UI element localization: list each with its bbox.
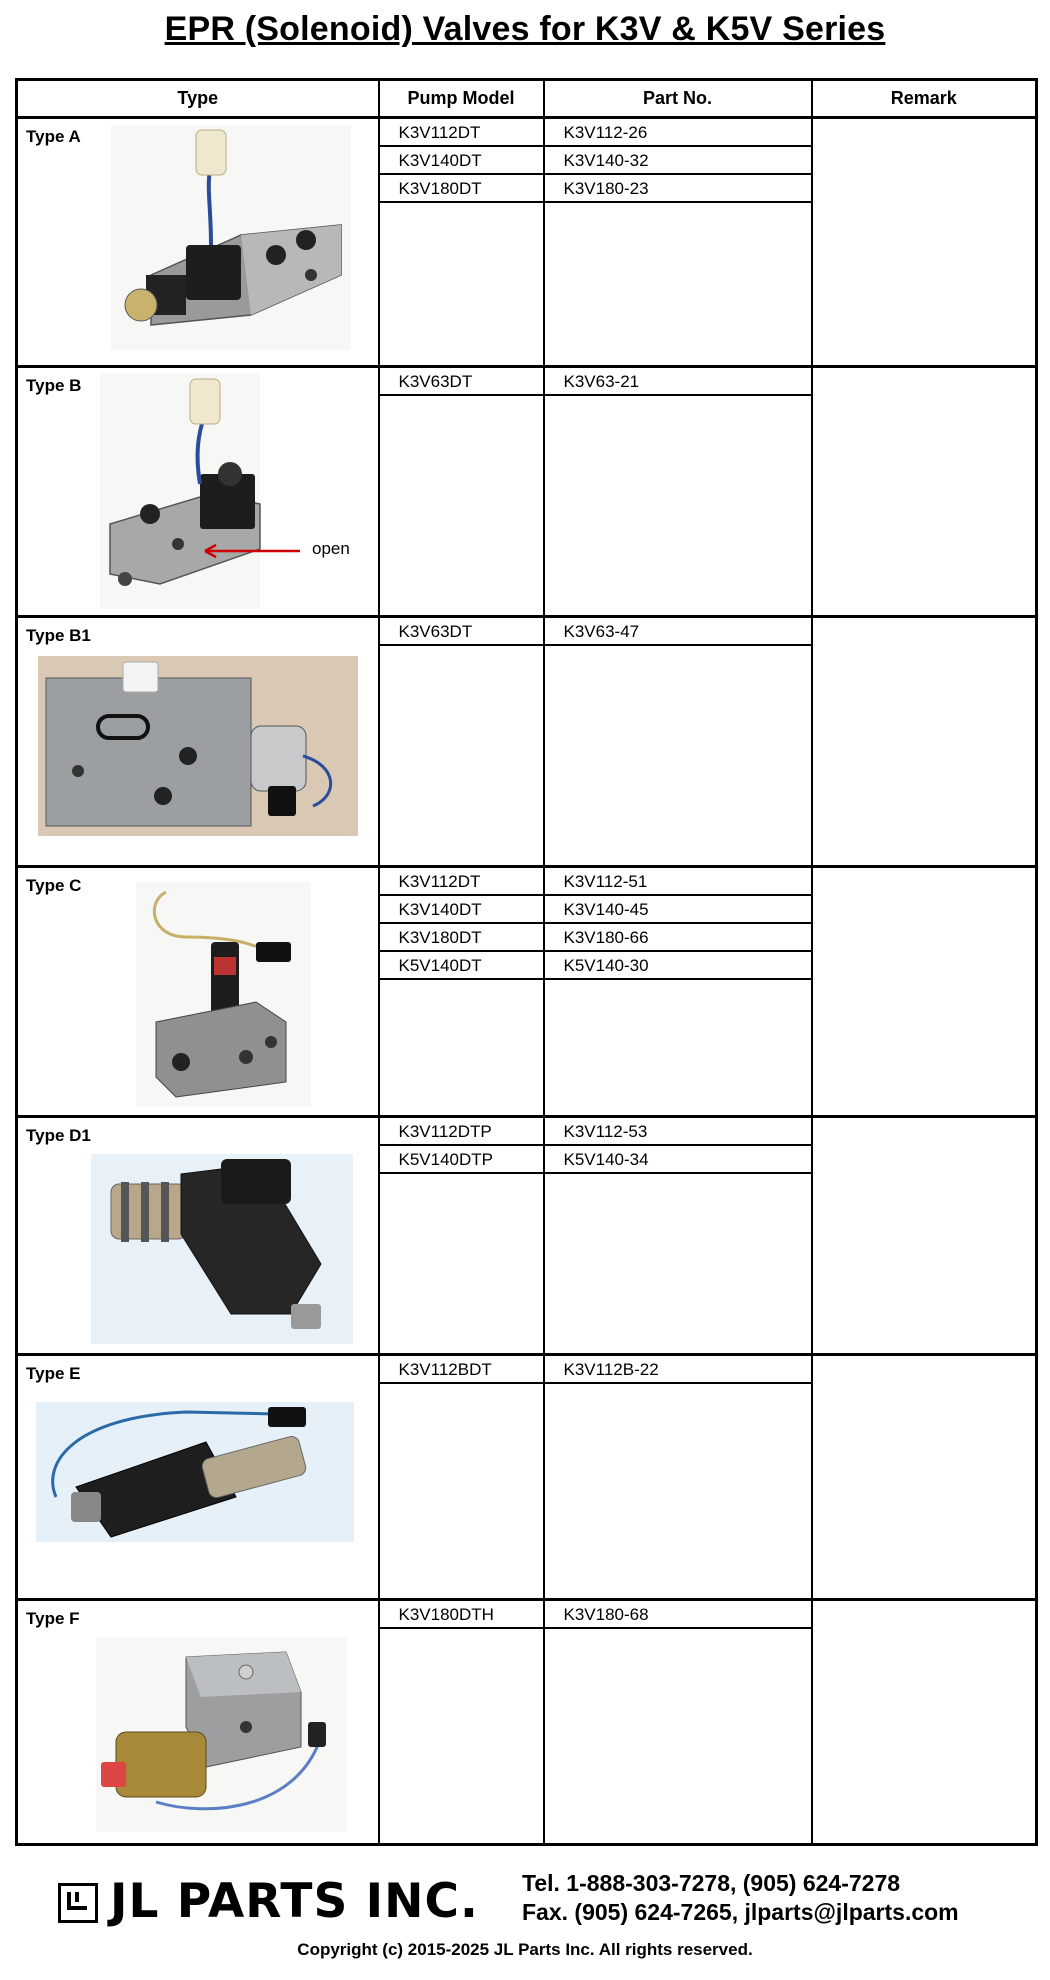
pump-model: K3V180DTH [380,1601,543,1629]
pump-model: K3V112DT [380,119,543,147]
type-label: Type F [26,1609,80,1628]
part-number: K3V180-66 [545,924,811,952]
table-row [17,1600,1037,1845]
remark-cell [812,867,1037,1117]
part-number: K3V112B-22 [545,1356,811,1384]
header-remark: Remark [812,80,1037,118]
header-type: Type [17,80,379,118]
part-no-cell [544,1117,812,1355]
type-cell [17,867,379,1117]
part-number: K3V112-51 [545,868,811,896]
pump-model: K3V112DTP [380,1118,543,1146]
header-part-no: Part No. [544,80,812,118]
open-annotation: open [312,539,350,558]
part-no-cell [544,617,812,867]
valve-type-a-photo [111,125,351,355]
contact-phone: Tel. 1-888-303-7278, (905) 624-7278 [522,1870,901,1896]
part-no-cell [544,1600,812,1845]
remark-cell [812,367,1037,617]
pump-model-cell [379,1117,544,1355]
valve-type-b-photo [100,374,368,614]
type-label: Type A [26,127,81,146]
table-row [17,118,1037,367]
parts-table [15,78,1038,1846]
type-label: Type C [26,876,82,895]
type-label: Type D1 [26,1126,91,1145]
pump-model-cell [379,118,544,367]
pump-model: K3V180DT [380,924,543,952]
type-label: Type B [26,376,82,395]
type-label: Type E [26,1364,81,1383]
header-pump-model: Pump Model [379,80,544,118]
pump-model-cell [379,1600,544,1845]
pump-model-cell [379,617,544,867]
pump-model: K3V63DT [380,618,543,646]
page-title: EPR (Solenoid) Valves for K3V & K5V Series [164,10,886,48]
company-logo [58,1874,518,1929]
part-number: K3V180-68 [545,1601,811,1629]
remark-cell [812,1355,1037,1600]
part-no-cell [544,118,812,367]
part-number: K3V63-47 [545,618,811,646]
pump-model: K3V140DT [380,896,543,924]
part-number: K3V112-53 [545,1118,811,1146]
copyright-notice: Copyright (c) 2015-2025 JL Parts Inc. All rights reserved. [297,1940,753,1959]
valve-type-e-photo [36,1402,354,1547]
table-row [17,867,1037,1117]
part-number: K3V112-26 [545,119,811,147]
pump-model: K3V112BDT [380,1356,543,1384]
jl-logo-icon [58,1883,98,1923]
remark-cell [812,617,1037,867]
remark-cell [812,118,1037,367]
logo-text: JL PARTS INC. [110,1874,479,1929]
type-cell [17,1355,379,1600]
part-number: K5V140-30 [545,952,811,980]
pump-model: K5V140DT [380,952,543,980]
part-no-cell [544,867,812,1117]
valve-type-c-photo [136,882,311,1112]
pump-model: K3V63DT [380,368,543,396]
type-cell [17,118,379,367]
pump-model: K3V112DT [380,868,543,896]
valve-type-b1-photo [38,656,358,841]
part-number: K5V140-34 [545,1146,811,1174]
pump-model: K5V140DTP [380,1146,543,1174]
part-number: K3V140-45 [545,896,811,924]
pump-model-cell [379,867,544,1117]
pump-model: K3V180DT [380,175,543,203]
table-row [17,1117,1037,1355]
table-row [17,367,1037,617]
type-cell [17,1600,379,1845]
part-number: K3V140-32 [545,147,811,175]
type-label: Type B1 [26,626,91,645]
table-header-row [17,80,1037,118]
contact-fax-email: Fax. (905) 624-7265, jlparts@jlparts.com [522,1899,959,1925]
type-cell [17,1117,379,1355]
valve-type-d1-photo [91,1154,353,1349]
pump-model-cell [379,367,544,617]
type-cell [17,617,379,867]
pump-model: K3V140DT [380,147,543,175]
table-row [17,1355,1037,1600]
type-cell [17,367,379,617]
table-row [17,617,1037,867]
part-no-cell [544,367,812,617]
remark-cell [812,1600,1037,1845]
remark-cell [812,1117,1037,1355]
pump-model-cell [379,1355,544,1600]
valve-type-f-photo [96,1637,346,1837]
part-number: K3V63-21 [545,368,811,396]
part-no-cell [544,1355,812,1600]
part-number: K3V180-23 [545,175,811,203]
